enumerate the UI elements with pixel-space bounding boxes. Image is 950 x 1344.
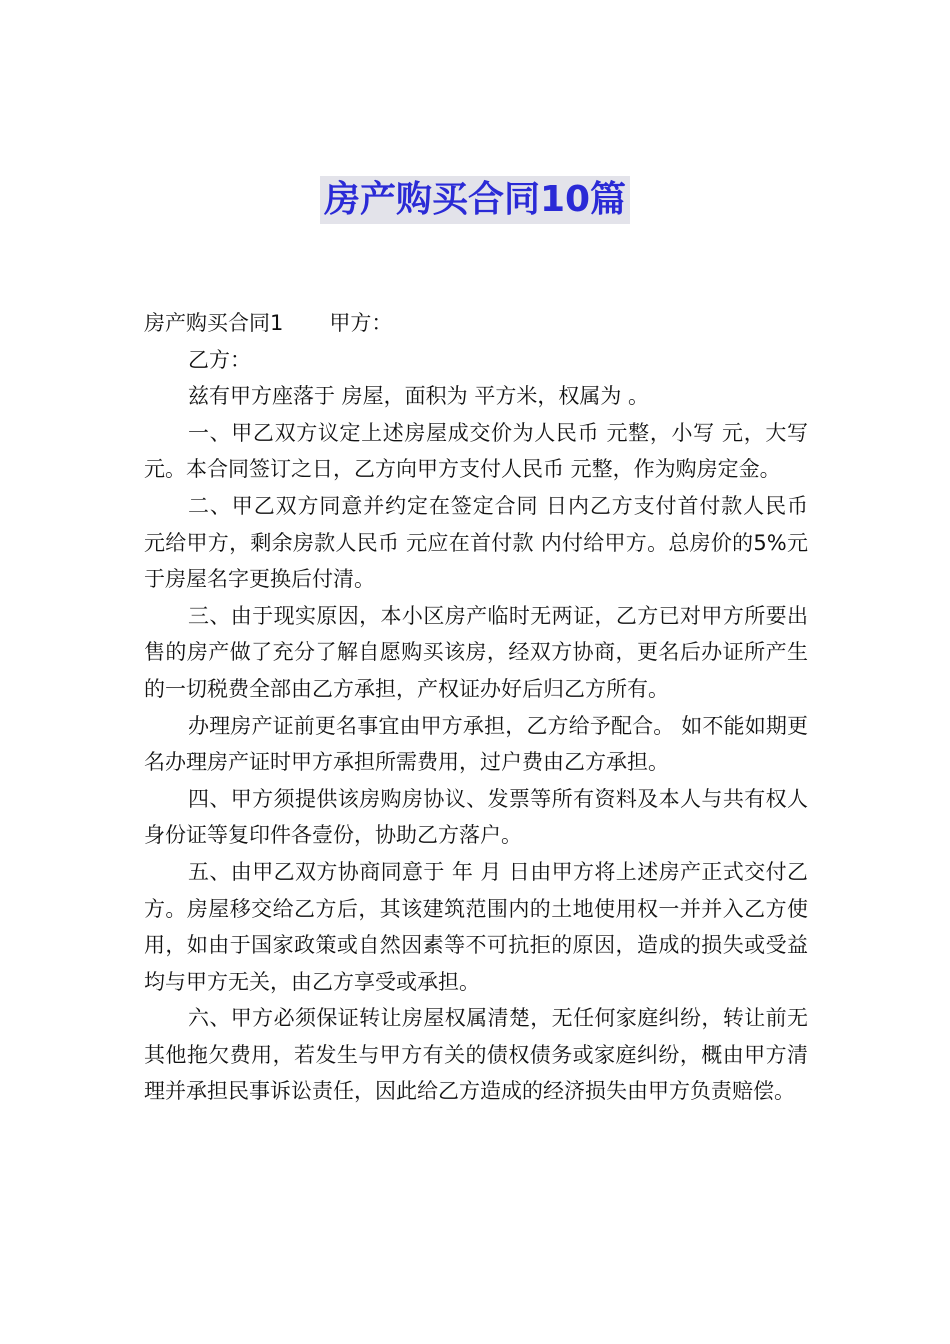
property-description-paragraph: 兹有甲方座落于 房屋，面积为 平方米，权属为 。 (188, 384, 650, 409)
contract-heading-line (144, 305, 808, 342)
clause-4-paragraph: 四、甲方须提供该房购房协议、发票等所有资料及本人与共有权人身份证等复印件各壹份，协助乙方落户。 (144, 786, 808, 848)
party-b-label: 乙方： (188, 347, 251, 372)
clause-3-supplement-paragraph: 办理房产证前更名事宜由甲方承担，乙方给予配合。 如不能如期更名办理房产证时甲方承担所需费用，过户费由乙方承担。 (144, 713, 808, 775)
clause-3-paragraph: 三、由于现实原因，本小区房产临时无两证，乙方已对甲方所要出售的房产做了充分了解自愿购买该房，经双方协商，更名后办证所产生的一切税费全部由乙方承担，产权证办好后归乙方所有。 (144, 603, 808, 701)
document-title-text: 房产购买合同10篇 (320, 176, 630, 224)
clause-6-paragraph: 六、甲方必须保证转让房屋权属清楚，无任何家庭纠纷，转让前无其他拖欠费用，若发生与甲方有关的债权债务或家庭纠纷，概由甲方清理并承担民事诉讼责任，因此给乙方造成的经济损失由甲方负责赔偿。 (144, 1006, 808, 1104)
clause-5-paragraph: 五、由甲乙双方协商同意于 年 月 日由甲方将上述房产正式交付乙方。房屋移交给乙方后，其该建筑范围内的土地使用权一并并入乙方使用，如由于国家政策或自然因素等不可抗拒的原因，造成的损失或受益均与甲方无关，由乙方享受或承担。 (144, 859, 808, 994)
document-title (0, 176, 950, 224)
contract-section-label: 房产购买合同1 (144, 311, 284, 335)
document-body (144, 305, 808, 1110)
clause-2-paragraph: 二、甲乙双方同意并约定在签定合同 日内乙方支付首付款人民币 元给甲方，剩余房款人民币 元应在首付款 内付给甲方。总房价的5%元于房屋名字更换后付清。 (144, 493, 808, 592)
party-a-label: 甲方： (329, 311, 393, 335)
clause-1-paragraph: 一、甲乙双方议定上述房屋成交价为人民币 元整，小写 元，大写 元。本合同签订之日，乙方向甲方支付人民币 元整，作为购房定金。 (144, 420, 808, 482)
